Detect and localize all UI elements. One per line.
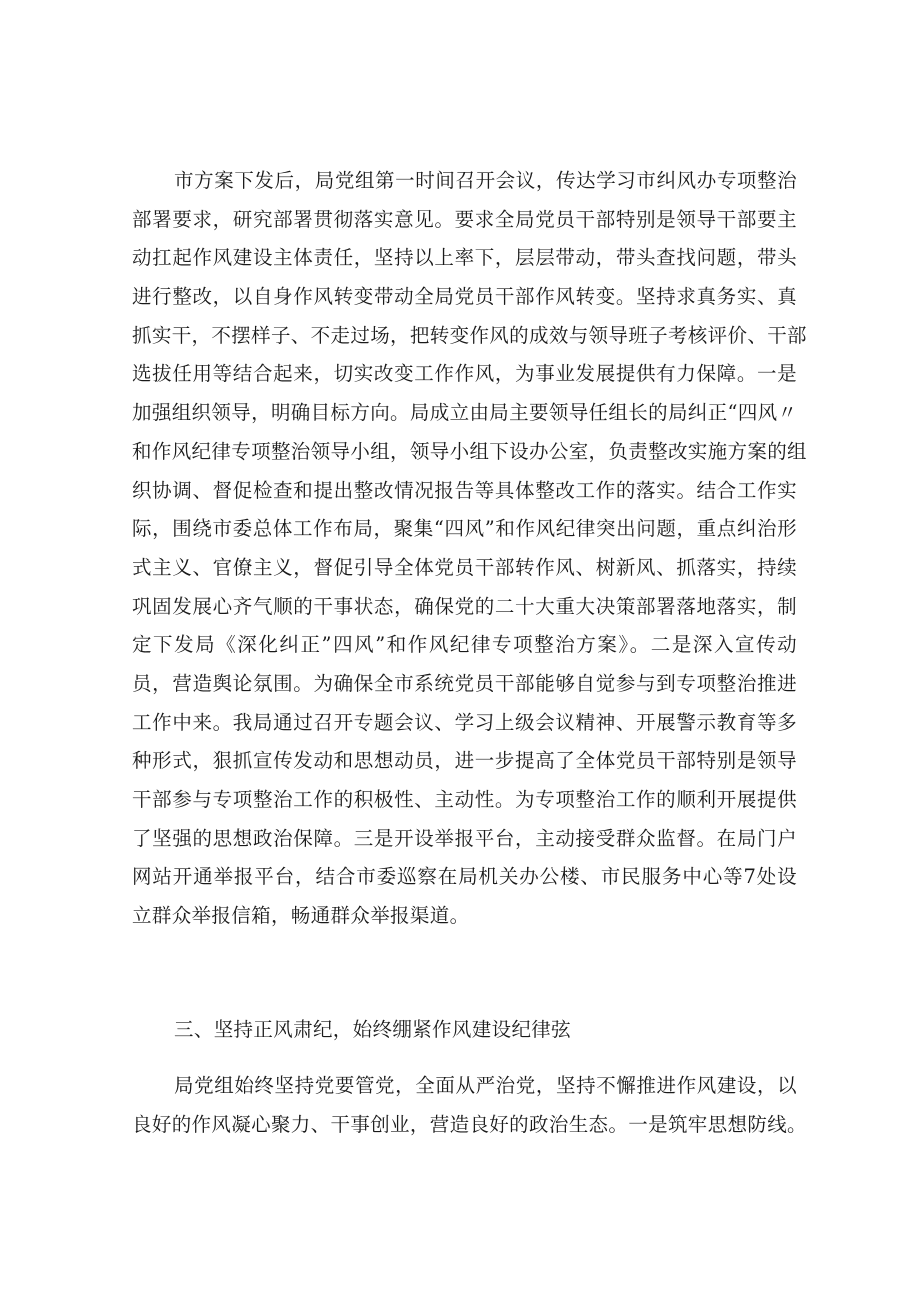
section-heading-text: 三、坚持正风肃纪，始终绷紧作风建设纪律弦 [174, 1018, 572, 1041]
paragraph-line: 和作风纪律专项整治领导小组，领导小组下设办公室，负责整改实施方案的组 [132, 439, 807, 463]
paragraph-line: 抓实干，不摆样子、不走过场，把转变作风的成效与领导班子考核评价、干部 [132, 323, 807, 347]
paragraph-line: 进行整改，以自身作风转变带动全局党员干部作风转变。坚持求真务实、真 [132, 285, 797, 309]
paragraph-discipline [132, 1067, 807, 1144]
paragraph-line: 选拔任用等结合起来，切实改变工作作风，为事业发展提供有力保障。一是 [132, 362, 797, 386]
paragraph-line: 良好的作风凝心聚力、干事创业，营造良好的政治生态。一是筑牢思想防线。 [132, 1112, 807, 1136]
paragraph-line: 加强组织领导，明确目标方向。局成立由局主要领导任组长的局纠正“四风〃 [132, 401, 798, 425]
paragraph-line: 工作中来。我局通过召开专题会议、学习上级会议精神、开展警示教育等多 [132, 710, 797, 734]
paragraph-line: 立群众举报信箱，畅通群众举报渠道。 [132, 904, 470, 928]
paragraph-line: 巩固发展心齐气顺的干事状态，确保党的二十大重大决策部署落地落实，制 [132, 594, 797, 618]
paragraph-line: 了坚强的思想政治保障。三是开设举报平台，主动接受群众监督。在局门户 [132, 826, 797, 850]
paragraph-line: 员，营造舆论氛围。为确保全市系统党员干部能够自觉参与到专项整治推进 [132, 671, 797, 695]
paragraph-line: 动扛起作风建设主体责任，坚持以上率下，层层带动，带头查找问题，带头 [132, 246, 797, 270]
paragraph-line: 式主义、官僚主义，督促引导全体党员干部转作风、树新风、抓落实，持续 [132, 555, 797, 579]
paragraph-line: 部署要求，研究部署贯彻落实意见。要求全局党员干部特别是领导干部要主 [132, 207, 797, 231]
paragraph-line: 市方案下发后，局党组第一时间召开会议，传达学习市纠风办专项整治 [174, 169, 797, 192]
paragraph-line: 干部参与专项整治工作的积极性、主动性。为专项整治工作的顺利开展提供 [132, 788, 797, 811]
paragraph-line: 种形式，狠抓宣传发动和思想动员，进一步提高了全体党员干部特别是领导 [132, 749, 797, 773]
paragraph-implementation [132, 162, 807, 936]
paragraph-line: 网站开通举报平台，结合市委巡察在局机关办公楼、市民服务中心等7处设 [132, 865, 797, 889]
section-heading [132, 1011, 797, 1050]
paragraph-line: 织协调、督促检查和提出整改情况报告等具体整改工作的落实。结合工作实 [132, 478, 797, 502]
paragraph-line: 局党组始终坚持党要管党，全面从严治党，坚持不懈推进作风建设，以 [174, 1074, 797, 1097]
paragraph-line: 定下发局《深化纠正”四风”和作风纪律专项整治方案》。二是深入宣传动 [132, 633, 797, 657]
paragraph-line: 际，围绕市委总体工作布局，聚集“四风”和作风纪律突出问题，重点纠治形 [132, 517, 797, 541]
